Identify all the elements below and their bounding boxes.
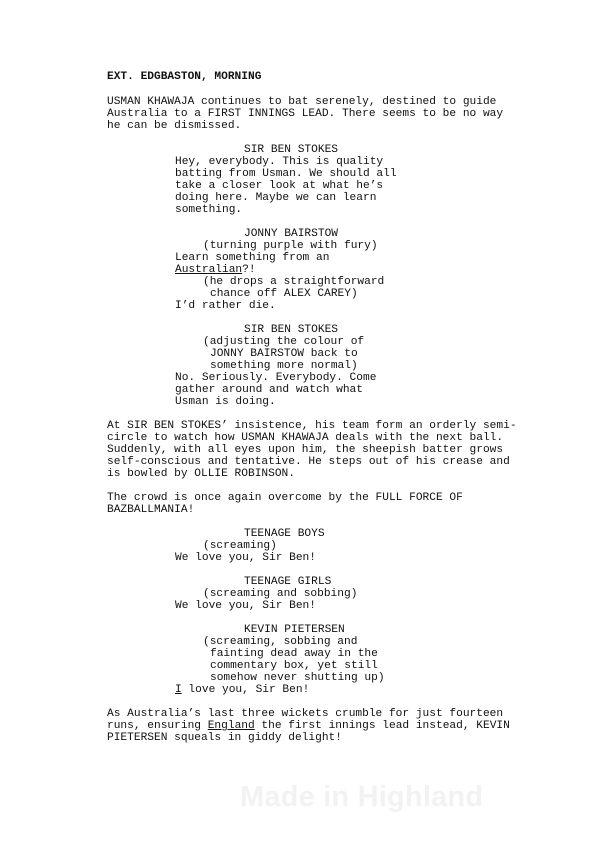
parenthetical-line: (screaming and sobbing) <box>203 588 358 600</box>
action-line: he can be dismissed. <box>107 120 242 132</box>
action-line: The crowd is once again overcome by the FULL FORCE OF <box>107 492 463 504</box>
dialogue-line: something. <box>175 204 243 216</box>
parenthetical-line: somehow never shutting up) <box>210 672 385 684</box>
action-line: PIETERSEN squeals in giddy delight! <box>107 732 342 744</box>
action-line: As Australia’s last three wickets crumble for just fourteen <box>107 708 504 720</box>
character-name: JONNY BAIRSTOW <box>244 228 338 240</box>
dialogue-line: We love you, Sir Ben! <box>175 552 316 564</box>
action-line: self-conscious and tentative. He steps out of his crease and <box>107 456 510 468</box>
dialogue-fragment: ?! <box>242 264 256 276</box>
dialogue-line: batting from Usman. We should all <box>175 168 397 180</box>
scene-heading: EXT. EDGBASTON, MORNING <box>107 71 262 83</box>
dialogue-line <box>175 684 309 696</box>
dialogue-line: take a closer look at what he’s <box>175 180 384 192</box>
parenthetical-line: (he drops a straightforward <box>203 276 385 288</box>
action-fragment: runs, ensuring <box>107 720 208 732</box>
dialogue-line: Learn something from an <box>175 252 330 264</box>
parenthetical-line: (screaming, sobbing and <box>203 636 358 648</box>
action-line <box>107 720 510 732</box>
character-name: SIR BEN STOKES <box>244 144 338 156</box>
character-name: TEENAGE BOYS <box>244 528 325 540</box>
action-line: circle to watch how USMAN KHAWAJA deals with the next ball. <box>107 432 504 444</box>
parenthetical-line: commentary box, yet still <box>210 660 378 672</box>
character-name: SIR BEN STOKES <box>244 324 338 336</box>
dialogue-fragment: love you, Sir Ben! <box>181 684 310 696</box>
dialogue-line: We love you, Sir Ben! <box>175 600 316 612</box>
parenthetical-line: fainting dead away in the <box>210 648 378 660</box>
character-name: TEENAGE GIRLS <box>244 576 332 588</box>
dialogue-line: No. Seriously. Everybody. Come <box>175 372 377 384</box>
dialogue-line: Hey, everybody. This is quality <box>175 156 384 168</box>
dialogue-line: I’d rather die. <box>175 300 276 312</box>
action-line: Australia to a FIRST INNINGS LEAD. There seems to be no way <box>107 108 504 120</box>
dialogue-line: doing here. Maybe we can learn <box>175 192 377 204</box>
action-line: USMAN KHAWAJA continues to bat serenely, destined to guide <box>107 96 497 108</box>
parenthetical-line: (turning purple with fury) <box>203 240 378 252</box>
action-line: BAZBALLMANIA! <box>107 504 195 516</box>
underlined-word: England <box>207 720 255 732</box>
parenthetical-line: chance off ALEX CAREY) <box>210 288 358 300</box>
parenthetical-line: JONNY BAIRSTOW back to <box>210 348 358 360</box>
underlined-word: Australian <box>175 264 243 276</box>
underlined-word: I <box>175 684 182 696</box>
parenthetical-line: (adjusting the colour of <box>203 336 365 348</box>
dialogue-line: Usman is doing. <box>175 396 276 408</box>
parenthetical-line: something more normal) <box>210 360 358 372</box>
action-fragment: the first innings lead instead, KEVIN <box>254 720 510 732</box>
parenthetical-line: (screaming) <box>203 540 277 552</box>
watermark: Made in Highland <box>240 781 484 813</box>
character-name: KEVIN PIETERSEN <box>244 624 345 636</box>
action-line: At SIR BEN STOKES’ insistence, his team form an orderly semi- <box>107 420 517 432</box>
action-line: Suddenly, with all eyes upon him, the sheepish batter grows <box>107 444 504 456</box>
dialogue-line <box>175 264 256 276</box>
action-line: is bowled by OLLIE ROBINSON. <box>107 468 295 480</box>
dialogue-line: gather around and watch what <box>175 384 363 396</box>
